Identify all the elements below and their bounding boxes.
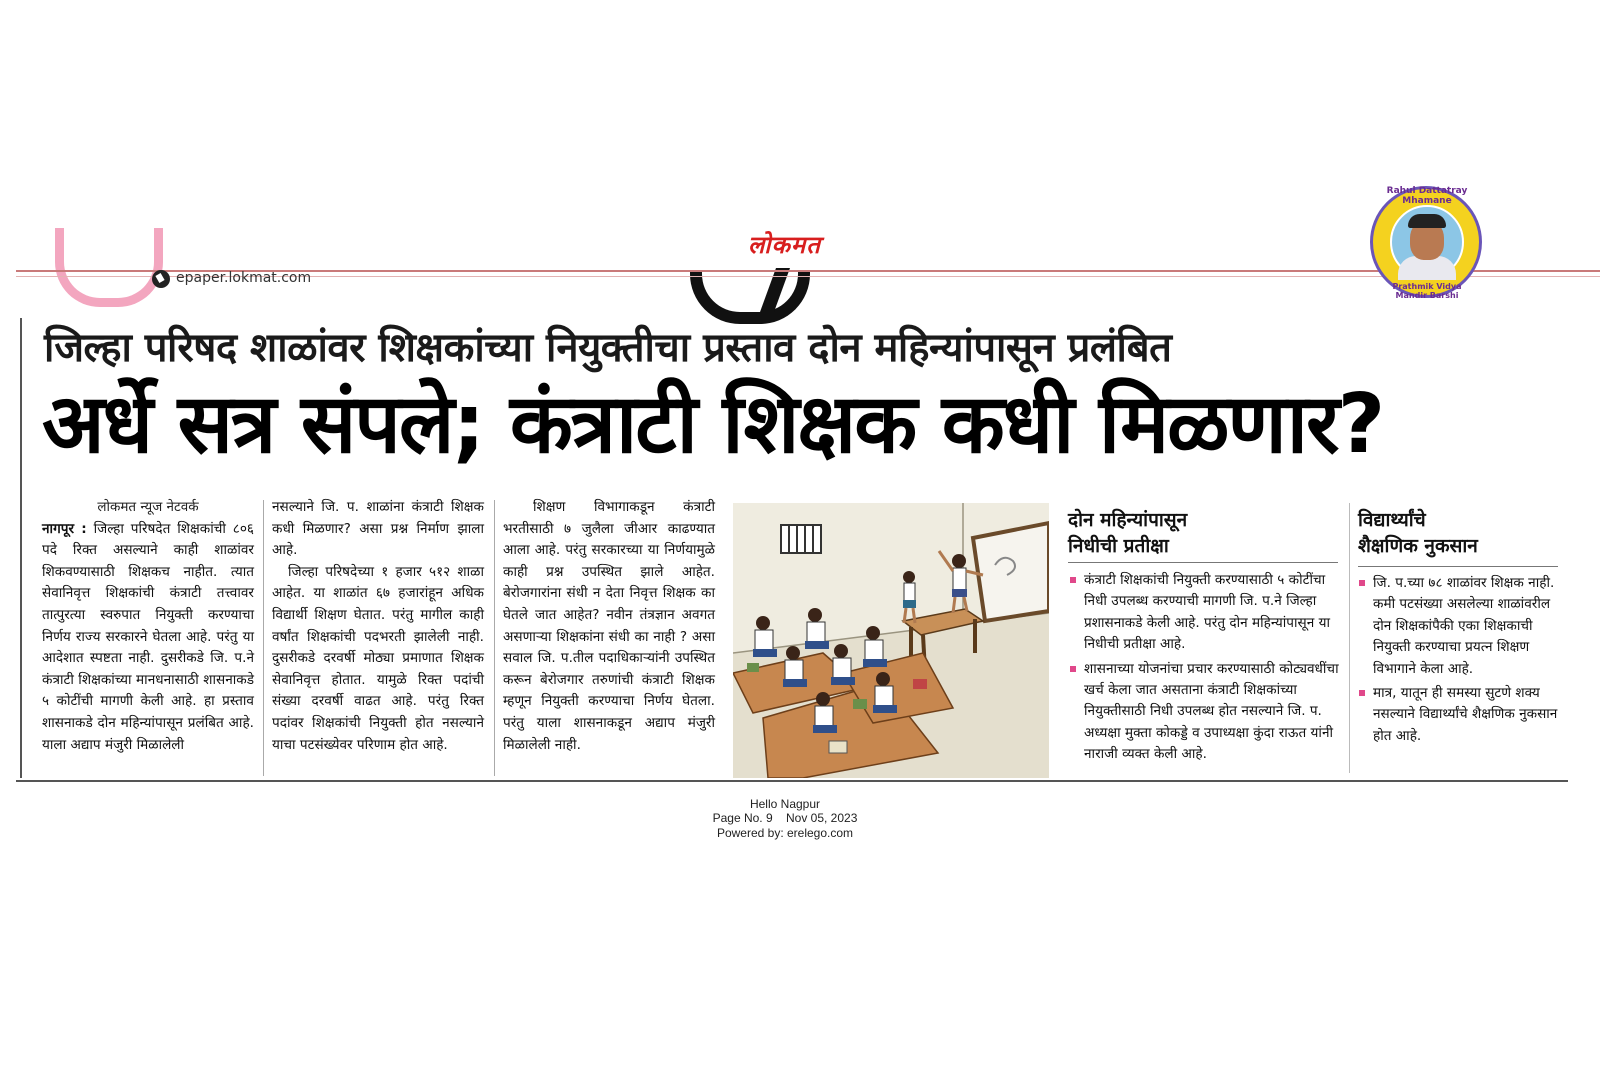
sidebox-2-heading-line-2: शैक्षणिक नुकसान [1358,535,1478,557]
sidebox-2-rule [1358,566,1558,567]
classroom-illustration-art [733,503,1049,778]
column-2-para-1: नसल्याने जि. प. शाळांना कंत्राटी शिक्षक कधी मिळणार? असा प्रश्न निर्माण झाला आहे. [272,499,484,559]
cursor-icon [152,270,170,288]
epaper-url[interactable]: epaper.lokmat.com [176,270,312,286]
dateline: नागपूर : [42,520,87,537]
article-kicker: जिल्हा परिषद शाळांवर शिक्षकांच्या नियुक्तीचा प्रस्ताव दोन महिन्यांपासून प्रलंबित [44,325,1172,371]
byline: लोकमत न्यूज नेटवर्क [97,499,199,515]
list-item: मात्र, यातून ही समस्या सुटणे शक्य नसल्याने विद्यार्थ्यांचे शैक्षणिक नुकसान होत आहे. [1357,683,1561,747]
decorative-arc [55,228,163,307]
sidebox-2-list [1357,573,1561,750]
badge-school: Prathmik Vidya Mandir Barshi [1392,282,1462,300]
classroom-illustration [733,503,1049,778]
article-column-2 [272,497,484,756]
article-bottom-rule [16,780,1568,782]
article-left-rule [20,318,22,778]
column-2-para-2: जिल्हा परिषदेच्या १ हजार ५१२ शाळा आहेत. या शाळांत ६७ हजारांहून अधिक विद्यार्थी शिक्षण घेतात. परंतु मागील काही वर्षांत शिक्षकांची पदभरती झालेली नाही. दुसरीकडे दरवर्षी मोठ्या प्रमाणात शिक्षक सेवानिवृत्त होतात. यामुळे रिक्त पदांची संख्या दरवर्षी वाढत आहे. परंतु रिक्त पदांवर शिक्षकांची नियुक्ती होत नसल्याने याचा पटसंख्येवर परिणाम होत आहे. [272,563,484,753]
column-1-body: जिल्हा परिषदेत शिक्षकांची ८०६ पदे रिक्त असल्याने काही शाळांवर शिकवण्यासाठी शिक्षकच नाहीत. त्यात सेवानिवृत्त शिक्षकांची कंत्राटी तत्त्वावर तात्पुरत्या स्वरुपात नियुक्ती करण्याचा निर्णय राज्य सरकारने घेतला आहे. परंतु या आदेशात स्पष्टता नाही. दुसरीकडे जि. प.ने कंत्राटी शिक्षकांच्या मानधनासाठी शासनाकडे ५ कोटींची मागणी केली आहे. हा प्रस्ताव शासनाकडे दोन महिन्यांपासून प्रलंबित आहे. याला अद्याप मंजुरी मिळालेली [42,520,255,753]
sidebox-1-rule [1068,562,1338,563]
sidebox-1-heading-line-2: निधीची प्रतीक्षा [1068,535,1169,557]
article-column-1 [42,497,254,756]
sidebox-1-heading-line-1: दोन महिन्यांपासून [1068,509,1188,531]
list-item: जि. प.च्या ७८ शाळांवर शिक्षक नाही. कमी पटसंख्या असलेल्या शाळांवरील दोन शिक्षकांपैकी एका शिक्षकाची नियुक्ती करण्याचा प्रयत्न शिक्षण विभागाने केला आहे. [1357,573,1561,680]
sidebox-1-heading [1068,507,1338,559]
footer-edition: Hello Nagpur [749,797,821,811]
column-rule [494,500,495,776]
article-headline: अर्धे सत्र संपले; कंत्राटी शिक्षक कधी मिळणार? [42,377,1384,472]
badge-name: Rahul Dattatray Mhamane [1386,186,1468,206]
column-rule [263,500,264,776]
sidebox-2-heading [1358,507,1558,559]
sidebox-2-heading-line-1: विद्यार्थ्यांचे [1358,509,1426,531]
footer-page-date: Page No. 9 Nov 05, 2023 [712,811,858,825]
list-item: शासनाच्या योजनांचा प्रचार करण्यासाठी कोट्यवधींचा खर्च केला जात असताना कंत्राटी शिक्षकांच्या नियुक्तीसाठी निधी उपलब्ध होत नसल्याने जि. प. अध्यक्षा मुक्ता कोकड्डे व उपाध्यक्षा कुंदा राऊत यांनी नाराजी व्यक्त केली आहे. [1068,659,1340,766]
footer-powered-by: Powered by: erelego.com [716,826,854,840]
avatar-hair [1408,214,1446,228]
article-column-3 [503,497,715,756]
lokmat-logo: लोकमत [748,231,821,259]
column-3-text: शिक्षण विभागाकडून कंत्राटी भरतीसाठी ७ जुलैला जीआर काढण्यात आला आहे. परंतु सरकारच्या या निर्णयामुळे काही प्रश्न उपस्थित झाले आहेत. बेरोजगारांना संधी न देता निवृत्त शिक्षक का घेतले जात आहेत? नवीन तंत्रज्ञान अवगत असणाऱ्या शिक्षकांना संधी का नाही ? असा सवाल जि. प.तील पदाधिकाऱ्यांनी उपस्थित करून बेरोजगार तरुणांची कंत्राटी शिक्षक म्हणून नियुक्ती करण्याचा निर्णय घेतला. परंतु याला शासनाकडून अद्याप मंजुरी मिळालेली नाही. [503,499,715,753]
sidebox-1-list [1068,570,1340,769]
list-item: कंत्राटी शिक्षकांची नियुक्ती करण्यासाठी ५ कोटींचा निधी उपलब्ध करण्याची मागणी जि. प.ने जिल्हा प्रशासनाकडे केली आहे. परंतु दोन महिन्यांपासून या निधीची प्रतीक्षा आहे. [1068,570,1340,656]
masthead-graphic [690,272,810,324]
column-1-text [42,519,254,757]
sidebox-divider [1349,503,1350,773]
